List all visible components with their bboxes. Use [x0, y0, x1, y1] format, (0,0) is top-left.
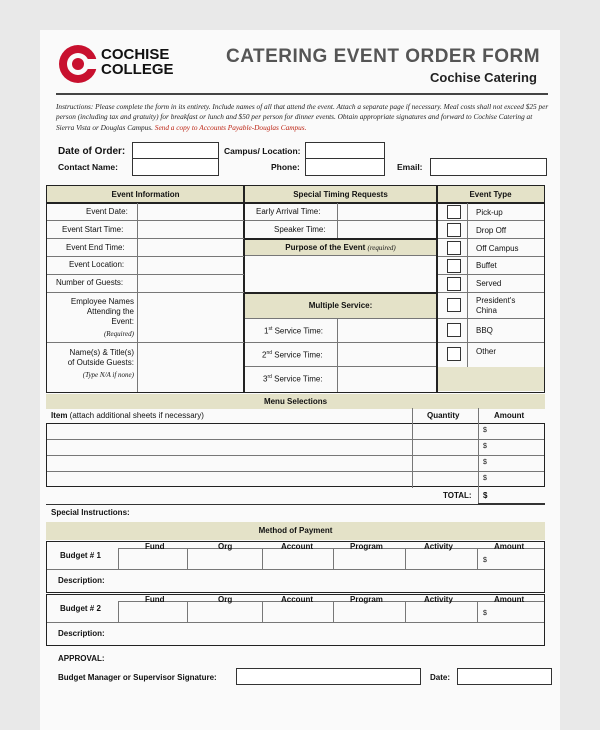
- special-timing-header: Special Timing Requests: [244, 186, 437, 203]
- employee-names-line-2: Attending the: [86, 307, 134, 316]
- item-note: (attach additional sheets if necessary): [67, 411, 204, 420]
- second-service-label: [262, 350, 323, 360]
- b2-account-header: Account: [281, 595, 313, 604]
- budget-1-label: Budget # 1: [60, 551, 101, 560]
- menu-qty-field-2[interactable]: [413, 441, 477, 454]
- b1-activity-header: Activity: [424, 542, 453, 551]
- email-label: Email:: [397, 162, 423, 172]
- b1-amount-dollar: $: [483, 557, 487, 564]
- instructions-red-text: Send a copy to Accounts Payable-Douglas Campus.: [152, 122, 307, 132]
- pickup-label: Pick-up: [476, 208, 503, 217]
- b2-account-field[interactable]: [263, 603, 332, 621]
- menu-item-header: [51, 411, 204, 420]
- event-location-label: Event Location:: [69, 260, 125, 269]
- purpose-header: [245, 240, 436, 255]
- b2-description-label: Description:: [58, 629, 105, 638]
- first-service-suffix: st: [268, 326, 273, 332]
- employee-required-note: (Required): [103, 330, 134, 338]
- early-arrival-label: Early Arrival Time:: [256, 207, 321, 216]
- budget-2-mid-rule: [47, 622, 544, 623]
- event-row-rule-1: [47, 220, 244, 221]
- event-information-header: Event Information: [47, 186, 244, 203]
- menu-dollar-2: $: [483, 443, 487, 450]
- item-label: Item: [51, 411, 68, 420]
- special-instructions-label: Special Instructions:: [51, 508, 130, 517]
- type-rule-1: [438, 220, 544, 221]
- event-location-field[interactable]: [138, 257, 243, 273]
- type-rule-7: [438, 342, 544, 343]
- b2-program-header: Program: [350, 595, 383, 604]
- phone-label: Phone:: [271, 162, 300, 172]
- b2-col-rule-5: [477, 601, 478, 622]
- menu-dollar-1: $: [483, 427, 487, 434]
- presidents-line: President's: [476, 296, 516, 305]
- menu-row-rule-2: [47, 455, 544, 456]
- event-end-field[interactable]: [138, 240, 243, 256]
- header-rule: [56, 93, 548, 95]
- event-start-field[interactable]: [138, 222, 243, 238]
- budget-1-mid-rule: [47, 569, 544, 570]
- signature-field[interactable]: [236, 668, 421, 685]
- third-service-label: [263, 374, 323, 384]
- budget-2-label: Budget # 2: [60, 604, 101, 613]
- menu-qty-field-3[interactable]: [413, 457, 477, 470]
- b1-org-header: Org: [218, 542, 233, 551]
- buffet-checkbox[interactable]: [447, 259, 461, 273]
- first-service-field[interactable]: [338, 319, 435, 341]
- number-of-guests-field[interactable]: [138, 275, 243, 291]
- bbq-checkbox[interactable]: [447, 323, 461, 337]
- type-rule-3: [438, 256, 544, 257]
- b2-amount-dollar: $: [483, 610, 487, 617]
- college-logo-icon: [58, 44, 98, 84]
- b1-description-label: Description:: [58, 576, 105, 585]
- bbq-label: BBQ: [476, 326, 493, 335]
- employee-names-label: [62, 297, 134, 339]
- b1-fund-field[interactable]: [119, 550, 186, 568]
- outside-guests-label: [54, 348, 134, 380]
- menu-row-rule-3: [47, 471, 544, 472]
- purpose-label: Purpose of the Event: [285, 243, 366, 252]
- type-rule-5: [438, 292, 544, 293]
- purpose-required-note: (required): [367, 244, 396, 252]
- quantity-header: Quantity: [427, 411, 460, 420]
- first-service-label: [264, 326, 323, 336]
- b2-activity-field[interactable]: [406, 603, 476, 621]
- off-campus-label: Off Campus: [476, 244, 519, 253]
- menu-qty-field-4[interactable]: [413, 473, 477, 486]
- third-service-suffix: rd: [267, 374, 272, 380]
- first-service-ordinal: 1: [264, 326, 269, 336]
- outside-guests-note: (Type N/A if none): [82, 371, 134, 379]
- buffet-label: Buffet: [476, 261, 497, 270]
- amount-header: Amount: [494, 411, 525, 420]
- type-rule-4: [438, 274, 544, 275]
- form-subtitle: Cochise Catering: [430, 70, 537, 85]
- b1-amount-header: Amount: [494, 542, 525, 551]
- speaker-time-field[interactable]: [338, 222, 435, 238]
- type-tan-filler: [438, 367, 544, 391]
- logo-line-2: COLLEGE: [101, 61, 174, 78]
- contact-name-field[interactable]: [132, 158, 219, 176]
- employee-names-line-3: Event:: [111, 317, 134, 326]
- menu-dollar-4: $: [483, 475, 487, 482]
- menu-item-field-3[interactable]: [48, 457, 411, 470]
- b2-top-rule: [118, 601, 544, 602]
- presidents-china-checkbox[interactable]: [447, 298, 461, 312]
- b2-amount-header: Amount: [494, 595, 525, 604]
- b2-fund-field[interactable]: [119, 603, 186, 621]
- event-type-header: Event Type: [437, 186, 544, 203]
- off-campus-checkbox[interactable]: [447, 241, 461, 255]
- phone-field[interactable]: [305, 158, 385, 176]
- logo-line-1: COCHISE: [101, 46, 170, 63]
- type-rule-2: [438, 238, 544, 239]
- b2-fund-header: Fund: [145, 595, 165, 604]
- instructions-label: Instructions:: [56, 102, 94, 111]
- third-service-text: Service Time:: [271, 374, 323, 384]
- multiple-service-header: Multiple Service:: [245, 294, 436, 318]
- b2-org-header: Org: [218, 595, 233, 604]
- special-instructions-field[interactable]: [140, 506, 544, 520]
- employee-names-field[interactable]: [138, 293, 243, 341]
- approval-date-field[interactable]: [457, 668, 552, 685]
- menu-row-rule-1: [47, 439, 544, 440]
- signature-label: Budget Manager or Supervisor Signature:: [58, 673, 217, 682]
- employee-names-line-1: Employee Names: [70, 297, 134, 306]
- event-header-rule: [47, 202, 545, 204]
- menu-item-field-2[interactable]: [48, 441, 411, 454]
- event-end-label: Event End Time:: [66, 243, 125, 252]
- other-label: Other: [476, 347, 497, 356]
- menu-selections-header: Menu Selections: [46, 394, 545, 409]
- email-field[interactable]: [430, 158, 547, 176]
- method-of-payment-header: Method of Payment: [46, 522, 545, 540]
- b1-account-header: Account: [281, 542, 313, 551]
- second-service-ordinal: 2: [262, 350, 267, 360]
- outside-guests-line-1: Name(s) & Title(s): [69, 348, 134, 357]
- b1-fund-header: Fund: [145, 542, 165, 551]
- served-checkbox[interactable]: [447, 277, 461, 291]
- menu-qty-field-1[interactable]: [413, 425, 477, 438]
- second-service-text: Service Time:: [272, 350, 323, 360]
- early-arrival-field[interactable]: [338, 204, 435, 220]
- b1-org-field[interactable]: [188, 550, 261, 568]
- b1-top-rule: [118, 548, 544, 549]
- number-of-guests-label: Number of Guests:: [56, 278, 124, 287]
- third-service-field[interactable]: [338, 367, 435, 391]
- event-date-field[interactable]: [138, 204, 243, 220]
- menu-item-field-4[interactable]: [48, 473, 411, 486]
- drop-off-label: Drop Off: [476, 226, 507, 235]
- b1-program-header: Program: [350, 542, 383, 551]
- menu-item-field-1[interactable]: [48, 425, 411, 438]
- menu-col-rule-2: [478, 408, 479, 504]
- campus-location-label: Campus/ Location:: [224, 146, 301, 156]
- presidents-china-label: [476, 296, 515, 316]
- china-line: China: [476, 306, 497, 315]
- first-service-text: Service Time:: [272, 326, 324, 336]
- b1-activity-field[interactable]: [406, 550, 476, 568]
- event-col-divider-3: [436, 186, 438, 392]
- speaker-time-label: Speaker Time:: [274, 225, 326, 234]
- b2-activity-header: Activity: [424, 595, 453, 604]
- contact-name-label: Contact Name:: [58, 162, 118, 172]
- outside-guests-field[interactable]: [138, 343, 243, 391]
- served-label: Served: [476, 279, 502, 288]
- approval-label: APPROVAL:: [58, 654, 105, 663]
- date-label: Date:: [430, 673, 451, 682]
- b1-account-field[interactable]: [263, 550, 332, 568]
- other-checkbox[interactable]: [447, 347, 461, 361]
- second-service-suffix: nd: [266, 350, 273, 356]
- menu-dollar-3: $: [483, 459, 487, 466]
- event-date-label: Event Date:: [86, 207, 128, 216]
- b2-org-field[interactable]: [188, 603, 261, 621]
- b1-col-rule-5: [477, 548, 478, 569]
- b2-program-field[interactable]: [334, 603, 404, 621]
- outside-guests-line-2: of Outside Guests:: [67, 358, 134, 367]
- b1-program-field[interactable]: [334, 550, 404, 568]
- college-logo-text: [101, 47, 174, 77]
- instructions: [56, 102, 552, 133]
- drop-off-checkbox[interactable]: [447, 223, 461, 237]
- event-col-divider-2: [243, 186, 245, 392]
- special-rule: [46, 504, 545, 505]
- total-dollar: $: [483, 491, 488, 500]
- purpose-field[interactable]: [246, 256, 435, 292]
- type-rule-6: [438, 318, 544, 319]
- event-start-label: Event Start Time:: [62, 225, 124, 234]
- event-row-rule-2: [47, 238, 244, 239]
- instructions-text: Please complete the form in its entirety. Include names of all that attend the event. Attach a separate page if necessary. Meal costs shall not exceed $25 per person (including tax and gratuity) for breakfast or lunch and $50 per person for dinner events. Obtain appropriate signatures and forward to Cochise Catering at Sierra Vista or Douglas Campus.: [56, 102, 549, 132]
- third-service-ordinal: 3: [263, 374, 268, 384]
- form-title: CATERING EVENT ORDER FORM: [226, 46, 541, 67]
- total-label: TOTAL:: [443, 491, 472, 500]
- pickup-checkbox[interactable]: [447, 205, 461, 219]
- date-of-order-label: Date of Order:: [58, 146, 126, 157]
- timing-row-rule-1: [245, 220, 436, 221]
- b2-description-field[interactable]: [112, 624, 544, 644]
- second-service-field[interactable]: [338, 343, 435, 365]
- b1-description-field[interactable]: [112, 571, 544, 591]
